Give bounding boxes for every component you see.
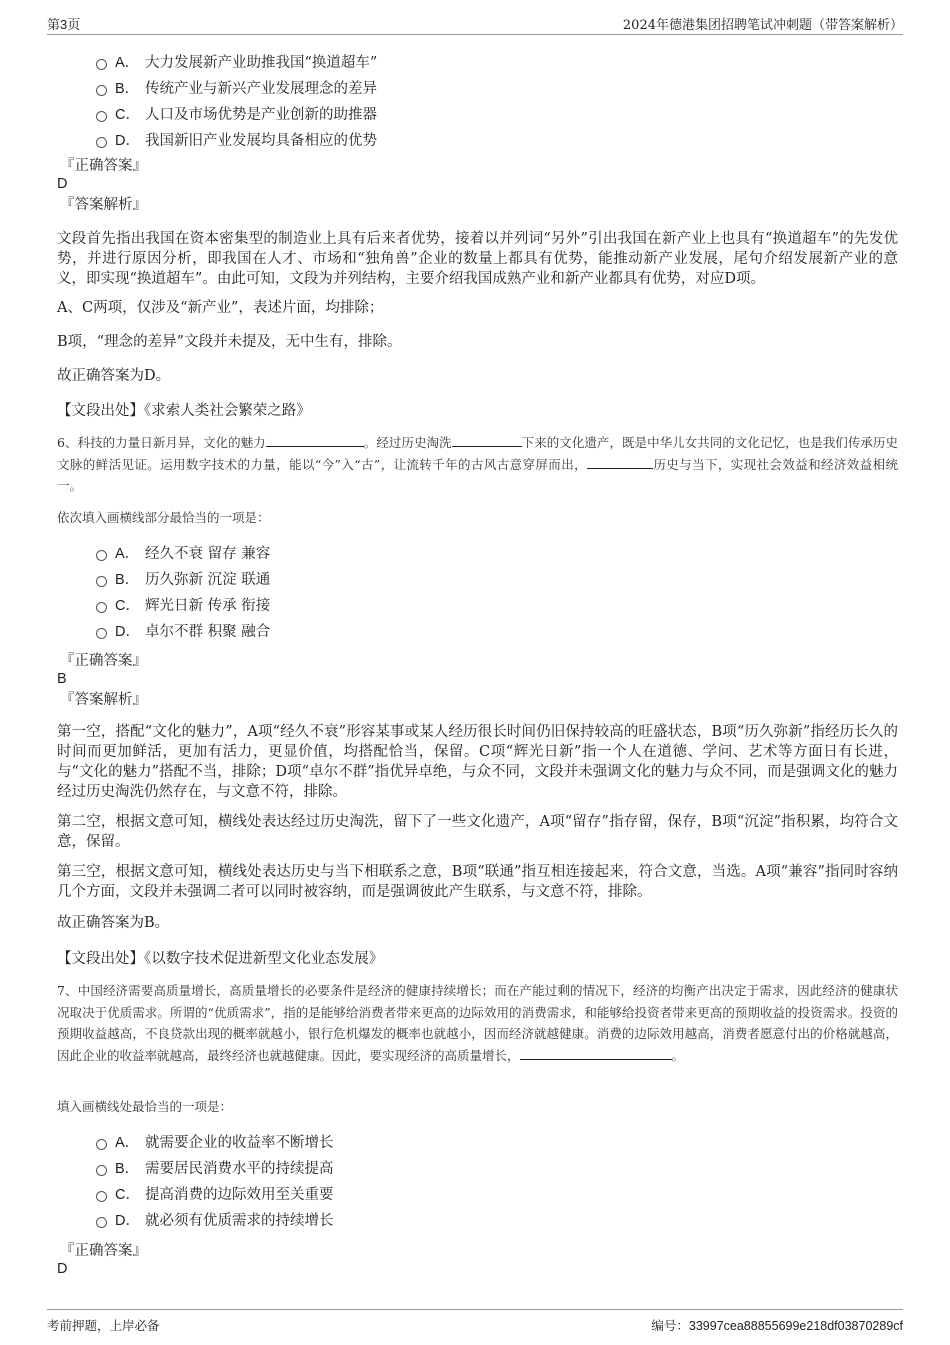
q5-analysis-p1: 文段首先指出我国在资本密集型的制造业上具有后来者优势，接着以并列词“另外”引出我国在新产业上也具有“换道超车”的先发优势，并进行原因分析，即我国在人才、市场和“独角兽”企业的数量上都具有优势，能推动新产业发展，尾句介绍发展新产业的意义，即实现“换道超车”。由此可知，文段为并列结构，主要介绍我国成熟产业和新产业都具有优势，对应D项。: [57, 231, 898, 287]
radio-icon[interactable]: [96, 550, 107, 561]
correct-answer: D: [57, 1261, 68, 1277]
q7-prompt: 填入画横线处最恰当的一项是：: [57, 1099, 233, 1114]
q6-option-c[interactable]: C． 辉光日新 传承 衔接: [96, 591, 270, 617]
q5-analysis-p3: B项，“理念的差异”文段并未提及，无中生有，排除。: [57, 334, 402, 350]
radio-icon[interactable]: [96, 602, 107, 613]
blank-1: [266, 434, 364, 447]
radio-icon[interactable]: [96, 576, 107, 587]
q7-answer-block: [57, 1239, 898, 1277]
q7-option-b[interactable]: B． 需要居民消费水平的持续提高: [96, 1154, 334, 1180]
q7-question: 7、中国经济需要高质量增长，高质量增长的必要条件是经济的健康持续增长；而在产能过剩的情况下，经济的均衡产出决定于需求，因此经济的健康状况取决于优质需求。所谓的“优质需求”，指的是能够给消费者带来更高的边际效用的消费需求，和能够给投资者带来更高的预期收益的投资需求。投资的预期收益越高，不良贷款出现的概率就越小，银行危机爆发的概率也就越小，因而经济就越健康。消费的边际效用越高，消费者愿意付出的价格就越高，因此企业的收益率就越高，最终经济也就越健康。因此，要实现经济的高质量增长， 。: [57, 983, 898, 1063]
radio-icon[interactable]: [96, 59, 107, 70]
page-footer: [47, 1309, 903, 1336]
q5-options: [96, 48, 377, 152]
radio-icon[interactable]: [96, 85, 107, 96]
q6-analysis-p2: 第二空，根据文意可知，横线处表达经过历史淘洗，留下了一些文化遗产，A项“留存”指存留，保存，B项“沉淀”指积累，均符合文意，保留。: [57, 814, 898, 850]
document-title: 2024年德港集团招聘笔试冲刺题（带答案解析）: [622, 18, 903, 33]
radio-icon[interactable]: [96, 137, 107, 148]
q5-analysis-p4: 故正确答案为D。: [57, 368, 171, 384]
q6-option-a[interactable]: A． 经久不衰 留存 兼容: [96, 539, 270, 565]
q6-option-b[interactable]: B． 历久弥新 沉淀 联通: [96, 565, 270, 591]
radio-icon[interactable]: [96, 1217, 107, 1228]
q7-option-c[interactable]: C． 提高消费的边际效用至关重要: [96, 1180, 334, 1206]
radio-icon[interactable]: [96, 628, 107, 639]
radio-icon[interactable]: [96, 111, 107, 122]
q6-options: [96, 539, 270, 643]
radio-icon[interactable]: [96, 1139, 107, 1150]
blank-2: [452, 434, 522, 447]
blank-1: [520, 1047, 672, 1060]
correct-answer: B: [57, 671, 67, 687]
document-code: 编号：33997cea88855699e218df03870289cf: [651, 1318, 903, 1333]
q6-option-d[interactable]: D． 卓尔不群 积聚 融合: [96, 617, 270, 643]
analysis-label: 『答案解析』: [60, 197, 147, 213]
q5-option-b[interactable]: B． 传统产业与新兴产业发展理念的差异: [96, 74, 377, 100]
q6-prompt: 依次填入画横线部分最恰当的一项是：: [57, 510, 270, 525]
analysis-label: 『答案解析』: [60, 692, 147, 708]
q6-analysis-p4: 故正确答案为B。: [57, 915, 170, 931]
page-header: [47, 12, 903, 35]
radio-icon[interactable]: [96, 1191, 107, 1202]
q6-source: 【文段出处】《以数字技术促进新型文化业态发展》: [57, 951, 384, 967]
q5-option-a[interactable]: A． 大力发展新产业助推我国“换道超车”: [96, 48, 377, 74]
correct-answer-label: 『正确答案』: [60, 158, 147, 174]
q5-answer-block: [57, 154, 898, 214]
q5-analysis-p2: A、C两项，仅涉及“新产业”，表述片面，均排除；: [57, 300, 384, 316]
q5-option-d[interactable]: D． 我国新旧产业发展均具备相应的优势: [96, 126, 377, 152]
correct-answer-label: 『正确答案』: [60, 1243, 147, 1259]
q6-analysis-p3: 第三空，根据文意可知，横线处表达历史与当下相联系之意，B项“联通”指互相连接起来，符合文意，当选。A项“兼容”指同时容纳几个方面，文段并未强调二者可以同时被容纳，而是强调彼此产生联系，与文意不符，排除。: [57, 864, 898, 900]
footer-slogan: 考前押题，上岸必备: [47, 1318, 160, 1333]
q6-question: 6、科技的力量日新月异，文化的魅力 。经过历史淘洗 下来的文化遗产，既是中华儿女共同的文化记忆，也是我们传承历史文脉的鲜活见证。运用数字技术的力量，能以“今”入“古”，让流转千年的古风古意穿屏而出， 历史与当下，实现社会效益和经济效益相统一。: [57, 435, 898, 493]
q6-answer-block: [57, 649, 898, 709]
correct-answer-label: 『正确答案』: [60, 653, 147, 669]
q7-option-d[interactable]: D． 就必须有优质需求的持续增长: [96, 1206, 334, 1232]
page-number: 第3页: [47, 17, 81, 32]
blank-3: [587, 456, 653, 469]
radio-icon[interactable]: [96, 1165, 107, 1176]
q6-analysis-p1: 第一空，搭配“文化的魅力”，A项“经久不衰”形容某事或某人经历很长时间仍旧保持较高的旺盛状态，B项“历久弥新”指经历长久的时间而更加鲜活，更加有活力，更显价值，均搭配恰当，保留。C项“辉光日新”指一个人在道德、学问、艺术等方面日有长进，与“文化的魅力”搭配不当，排除；D项“卓尔不群”指优异卓绝，与众不同，文段并未强调文化的魅力与众不同，而是强调文化的魅力经过历史淘洗仍然存在，与文意不符，排除。: [57, 724, 898, 800]
q7-option-a[interactable]: A． 就需要企业的收益率不断增长: [96, 1128, 334, 1154]
q7-options: [96, 1128, 334, 1232]
q5-option-c[interactable]: C． 人口及市场优势是产业创新的助推器: [96, 100, 377, 126]
correct-answer: D: [57, 176, 68, 192]
q5-source: 【文段出处】《求索人类社会繁荣之路》: [57, 403, 311, 419]
